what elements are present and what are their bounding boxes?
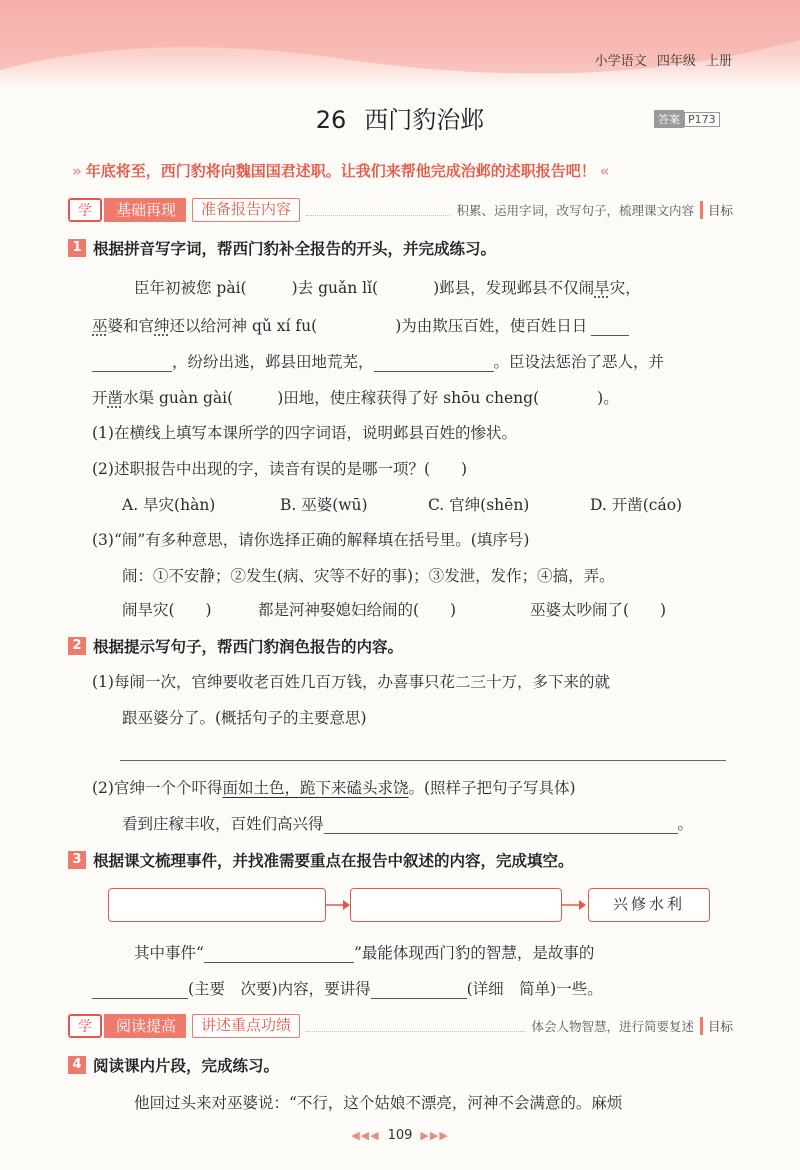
header-wave-decoration — [0, 0, 800, 90]
header-meta — [595, 50, 732, 69]
left-arrows-icon: ◀◀◀ — [351, 1129, 380, 1142]
question-1-text: 根据拼音写字词，帮西门豹补全报告的开头，并完成练习。 — [93, 240, 497, 258]
text-segment: 。 — [677, 815, 694, 833]
paren-blank[interactable] — [378, 282, 433, 298]
text-segment: 水渠 guàn gài( — [123, 389, 234, 407]
q2-answer-line[interactable] — [120, 760, 726, 761]
q1-passage-line-2 — [92, 314, 629, 336]
q1-sub-3-example-3[interactable]: 巫婆太吵闹了( ) — [530, 601, 667, 619]
text-segment: 还以给河神 qǔ xí fu( — [169, 317, 318, 335]
question-number-badge: 1 — [68, 239, 86, 257]
text-segment: 。臣设法惩治了恶人，并 — [493, 353, 665, 371]
question-2-text: 根据提示写句子，帮西门豹润色报告的内容。 — [93, 638, 404, 656]
section-description: 体会人物智慧，进行简要复述 — [531, 1019, 694, 1034]
answer-tag[interactable] — [654, 110, 720, 128]
question-number-badge: 2 — [68, 637, 86, 655]
fill-blank[interactable] — [92, 356, 172, 372]
q1-sub-2: (2)述职报告中出现的字，读音有误的是哪一项？( ) — [92, 460, 468, 478]
section-main-label: 基础再现 — [104, 198, 186, 222]
flow-box-1[interactable] — [108, 888, 326, 922]
text-segment: )去 guǎn lǐ( — [291, 279, 379, 297]
text-segment: 看到庄稼丰收，百姓们高兴得 — [122, 815, 324, 833]
q1-passage-line-1 — [134, 276, 641, 298]
question-number-badge: 3 — [68, 851, 86, 869]
dotted-char: 绅 — [154, 317, 170, 335]
q2-sub-2-line-2 — [122, 812, 693, 834]
text-segment: ，纷纷出逃，邺县田地荒芜， — [172, 353, 374, 371]
q2-sub-2-line-1 — [92, 776, 576, 798]
question-number-badge: 4 — [68, 1056, 86, 1074]
paren-blank[interactable] — [539, 392, 597, 408]
dotted-char: 凿 — [107, 389, 124, 407]
dotted-char: 巫 — [92, 317, 108, 335]
arrow-right-icon — [326, 896, 350, 914]
text-segment: 其中事件“ — [134, 944, 204, 962]
question-3-text: 根据课文梳理事件，并找准需要重点在报告中叙述的内容，完成填空。 — [93, 852, 574, 870]
text-segment: )邺县，发现邺县不仅闹 — [433, 279, 595, 297]
text-segment: (主要 次要)内容，要讲得 — [188, 980, 371, 998]
page-number: 109 — [387, 1128, 413, 1143]
text-segment: )为由欺压百姓，使百姓日日 — [395, 317, 588, 335]
dotted-char: 旱 — [594, 279, 610, 297]
paren-blank[interactable] — [247, 282, 292, 298]
question-4-text: 阅读课内片段，完成练习。 — [93, 1057, 280, 1075]
answer-label: 答案 — [654, 110, 684, 128]
q2-sub-1-line-1: (1)每闹一次，官绅要收老百姓几百万钱，办喜事只花二三十万，多下来的就 — [92, 673, 610, 691]
q1-option-a[interactable]: A. 旱灾(hàn) — [122, 496, 216, 514]
q1-passage-line-4 — [92, 386, 619, 408]
text-segment: )。 — [597, 389, 619, 407]
section-bar-basic — [68, 197, 733, 223]
page-footer — [0, 1128, 800, 1143]
question-1-head — [68, 237, 496, 259]
book-icon: 学 — [68, 1014, 102, 1038]
flow-box-2[interactable] — [350, 888, 562, 922]
fill-blank[interactable] — [374, 356, 494, 372]
q1-option-b[interactable]: B. 巫婆(wū) — [280, 496, 368, 514]
section-sub-label: 准备报告内容 — [192, 198, 300, 222]
q1-sub-3-example-1[interactable]: 闹旱灾( ) — [122, 601, 212, 619]
right-arrows-icon: ▶▶▶ — [420, 1129, 449, 1142]
q1-sub-3-definitions: 闹：①不安静；②发生(病、灾等不好的事)；③发泄，发作；④搞，弄。 — [122, 567, 615, 585]
chevron-right-icon: » — [72, 162, 82, 180]
q1-sub-3-example-2[interactable]: 都是河神娶媳妇给闹的( ) — [258, 601, 457, 619]
chevron-left-icon: « — [599, 162, 610, 180]
question-3-head — [68, 849, 574, 871]
section-goal: 目标 — [700, 201, 733, 219]
q2-sub-1-line-2: 跟巫婆分了。(概括句子的主要意思) — [122, 709, 367, 727]
header-band — [0, 0, 800, 90]
arrow-right-icon — [562, 896, 586, 914]
q3-fill-line-2 — [92, 977, 603, 999]
underlined-example: 面如土色，跪下来磕头求饶 — [222, 779, 409, 797]
section-goal: 目标 — [700, 1017, 733, 1035]
text-segment: 开 — [92, 389, 108, 407]
q1-option-c[interactable]: C. 官绅(shēn) — [428, 496, 530, 514]
section-divider — [306, 1020, 525, 1032]
text-segment: 婆和官 — [107, 317, 155, 335]
text-segment: 。(照样子把句子写具体) — [408, 779, 576, 797]
text-segment: 臣年初被您 pài( — [134, 279, 247, 297]
section-main-label: 阅读提高 — [104, 1014, 186, 1038]
q1-passage-line-3 — [92, 350, 664, 372]
question-4-head — [68, 1054, 279, 1076]
intro-banner — [68, 160, 738, 181]
section-sub-label: 讲述重点功绩 — [192, 1014, 300, 1038]
section-description: 积累、运用字词，改写句子，梳理课文内容 — [456, 203, 694, 218]
book-icon: 学 — [68, 198, 102, 222]
text-segment: (详细 简单)一些。 — [466, 980, 603, 998]
intro-text: 年底将至，西门豹将向魏国国君述职。让我们来帮他完成治邺的述职报告吧！ — [85, 162, 596, 180]
flow-box-3: 兴修水利 — [588, 888, 710, 922]
q1-sub-1: (1)在横线上填写本课所学的四字词语，说明邺县百姓的惨状。 — [92, 424, 517, 442]
paren-blank[interactable] — [233, 392, 277, 408]
fill-blank[interactable] — [92, 983, 188, 999]
header-grade: 四年级 — [656, 54, 696, 69]
section-divider — [306, 204, 450, 216]
fill-blank[interactable] — [204, 947, 354, 963]
text-segment: )田地，使庄稼获得了好 shōu cheng( — [277, 389, 540, 407]
text-segment: 灾， — [609, 279, 641, 297]
lesson-title: 西门豹治邺 — [364, 106, 485, 134]
header-volume: 上册 — [705, 54, 732, 69]
q1-sub-3: (3)“闹”有多种意思，请你选择正确的解释填在括号里。(填序号) — [92, 531, 530, 549]
section-bar-reading — [68, 1013, 733, 1039]
fill-blank[interactable] — [591, 320, 629, 336]
q3-fill-line-1 — [134, 941, 594, 963]
header-subject: 小学语文 — [594, 54, 647, 69]
text-segment: ”最能体现西门豹的智慧，是故事的 — [353, 944, 595, 962]
answer-page: P173 — [684, 112, 720, 127]
q1-option-d[interactable]: D. 开凿(cáo) — [590, 496, 683, 514]
question-2-head — [68, 635, 403, 657]
fill-blank[interactable] — [371, 983, 467, 999]
fill-blank[interactable] — [324, 818, 678, 834]
text-segment: (2)官绅一个个吓得 — [92, 779, 223, 797]
q4-passage-line: 他回过头来对巫婆说：“不行，这个姑娘不漂亮，河神不会满意的。麻烦 — [134, 1094, 623, 1112]
paren-blank[interactable] — [317, 320, 395, 336]
lesson-number: 26 — [315, 106, 347, 134]
